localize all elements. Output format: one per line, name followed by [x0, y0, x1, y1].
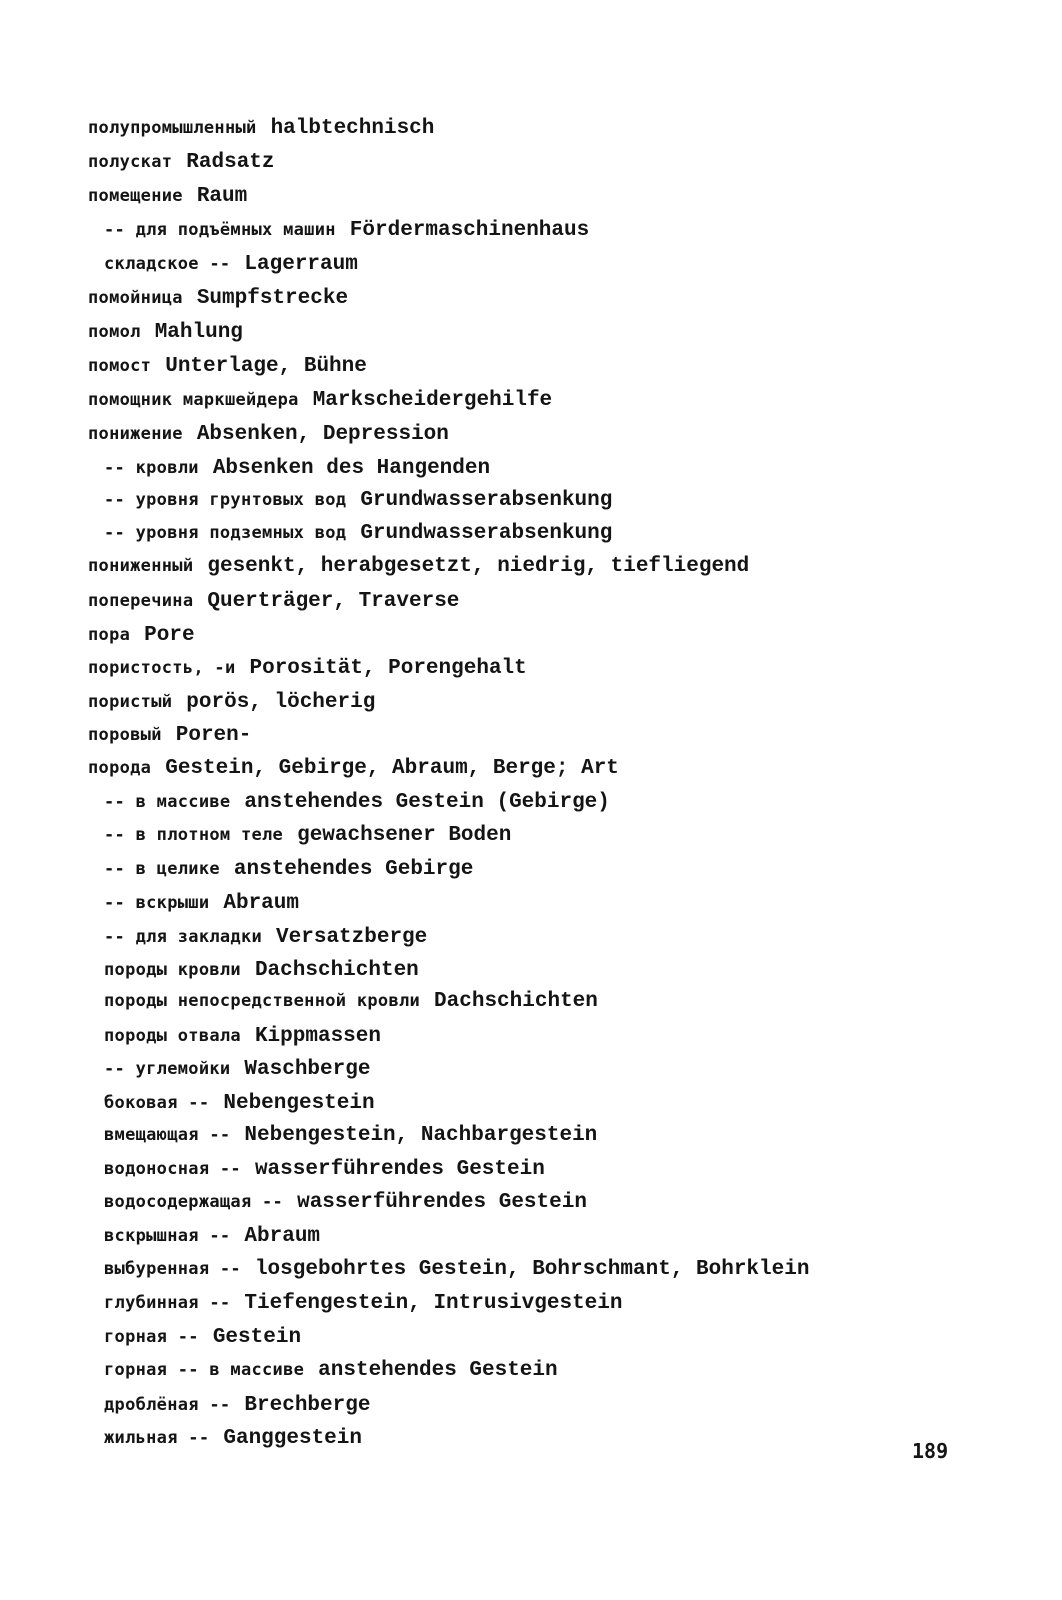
- german-translation: wasserführendes Gestein: [254, 1158, 545, 1181]
- dictionary-entry: [88, 419, 449, 449]
- dictionary-entry: [88, 283, 348, 313]
- german-translation: Waschberge: [244, 1058, 371, 1081]
- german-translation: anstehendes Gestein: [318, 1359, 558, 1382]
- german-translation: Sumpfstrecke: [196, 287, 349, 310]
- german-translation: Markscheidergehilfe: [312, 389, 553, 412]
- dictionary-entry: [88, 147, 275, 177]
- russian-term: боковая --: [104, 1093, 210, 1113]
- german-translation: Raum: [196, 185, 248, 208]
- dictionary-entry: [104, 1254, 809, 1284]
- dictionary-entry: [88, 351, 367, 381]
- dictionary-entry: [104, 518, 612, 548]
- russian-term: помол: [88, 322, 141, 342]
- russian-term: -- уровня грунтовых вод: [104, 490, 347, 510]
- german-translation: Lagerraum: [244, 253, 358, 276]
- dictionary-entry: [104, 1322, 301, 1352]
- dictionary-entry: [104, 1088, 375, 1118]
- russian-term: водоносная --: [104, 1159, 241, 1179]
- russian-term: помойница: [88, 288, 183, 308]
- russian-term: -- в массиве: [104, 792, 231, 812]
- dictionary-entry: [104, 854, 473, 884]
- dictionary-entry: [104, 922, 427, 952]
- dictionary-entry: [88, 653, 527, 683]
- dictionary-entry: [104, 787, 610, 817]
- dictionary-entry: [104, 820, 511, 850]
- german-translation: anstehendes Gebirge: [233, 858, 474, 881]
- german-translation: Tiefengestein, Intrusivgestein: [244, 1292, 623, 1315]
- russian-term: глубинная --: [104, 1293, 231, 1313]
- russian-term: вмещающая --: [104, 1125, 231, 1145]
- dictionary-entry: [104, 955, 419, 985]
- german-translation: Gestein, Gebirge, Abraum, Berge; Art: [165, 757, 619, 780]
- russian-term: водосодержащая --: [104, 1192, 284, 1212]
- russian-term: порода: [88, 758, 152, 778]
- dictionary-entry: [88, 317, 243, 347]
- dictionary-entry: [104, 1154, 545, 1184]
- german-translation: Abraum: [223, 892, 299, 915]
- dictionary-entry: [104, 1021, 381, 1051]
- german-translation: Abraum: [244, 1225, 321, 1248]
- german-translation: Brechberge: [244, 1394, 371, 1417]
- german-translation: Pore: [144, 624, 195, 647]
- dictionary-entry: [88, 385, 552, 415]
- german-translation: Dachschichten: [434, 990, 598, 1013]
- russian-term: -- для подъёмных машин: [104, 220, 336, 240]
- german-translation: Ganggestein: [223, 1427, 362, 1450]
- german-translation: gesenkt, herabgesetzt, niedrig, tiefliegend: [207, 555, 750, 578]
- german-translation: Unterlage, Bühne: [165, 355, 367, 378]
- russian-term: вскрышная --: [104, 1226, 231, 1246]
- russian-term: пористый: [88, 692, 173, 712]
- dictionary-entry: [104, 888, 299, 918]
- dictionary-entry: [88, 113, 434, 143]
- russian-term: пористость, -и: [88, 658, 236, 678]
- russian-term: -- в целике: [104, 859, 220, 879]
- dictionary-entry: [88, 753, 619, 783]
- russian-term: понижение: [88, 424, 183, 444]
- russian-term: помост: [88, 356, 152, 376]
- german-translation: Grundwasserabsenkung: [360, 489, 613, 512]
- russian-term: -- углемойки: [104, 1059, 231, 1079]
- german-translation: Grundwasserabsenkung: [360, 522, 613, 545]
- german-translation: Absenken, Depression: [196, 423, 449, 446]
- dictionary-entry: [104, 249, 358, 279]
- dictionary-entry: [104, 1423, 362, 1453]
- german-translation: Mahlung: [154, 321, 243, 344]
- dictionary-entry: [104, 986, 598, 1016]
- dictionary-entry: [104, 1221, 320, 1251]
- dictionary-entry: [88, 720, 251, 750]
- dictionary-entry: [88, 620, 195, 650]
- russian-term: выбуренная --: [104, 1259, 241, 1279]
- russian-term: пониженный: [88, 556, 194, 576]
- russian-term: породы отвала: [104, 1026, 241, 1046]
- page-number: 189: [912, 1439, 949, 1463]
- russian-term: породы кровли: [104, 960, 241, 980]
- dictionary-entry: [104, 1288, 622, 1318]
- german-translation: Versatzberge: [276, 926, 428, 949]
- german-translation: anstehendes Gestein (Gebirge): [244, 791, 610, 814]
- dictionary-entry: [104, 1120, 597, 1150]
- russian-term: горная --: [104, 1327, 199, 1347]
- dictionary-entry: [104, 453, 490, 483]
- russian-term: помощник маркшейдера: [88, 390, 299, 410]
- russian-term: -- кровли: [104, 458, 199, 478]
- dictionary-entry: [88, 181, 247, 211]
- dictionary-entry: [104, 1054, 370, 1084]
- german-translation: Absenken des Hangenden: [212, 457, 491, 480]
- russian-term: -- для закладки: [104, 927, 263, 947]
- russian-term: поровый: [88, 725, 162, 745]
- german-translation: Kippmassen: [254, 1025, 381, 1048]
- german-translation: losgebohrtes Gestein, Bohrschmant, Bohrklein: [254, 1258, 810, 1281]
- russian-term: дроблёная --: [104, 1395, 231, 1415]
- russian-term: -- в плотном теле: [104, 825, 284, 845]
- german-translation: porös, löcherig: [186, 691, 376, 714]
- german-translation: halbtechnisch: [270, 117, 435, 140]
- dictionary-entry: [104, 1187, 587, 1217]
- german-translation: wasserführendes Gestein: [297, 1191, 587, 1214]
- german-translation: Porosität, Porengehalt: [249, 657, 527, 680]
- dictionary-entry: [104, 215, 589, 245]
- dictionary-entry: [104, 1355, 558, 1385]
- german-translation: Fördermaschinenhaus: [349, 219, 590, 242]
- russian-term: жильная --: [104, 1428, 210, 1448]
- german-translation: Dachschichten: [254, 959, 419, 982]
- german-translation: Nebengestein, Nachbargestein: [244, 1124, 598, 1147]
- russian-term: полускат: [88, 152, 173, 172]
- german-translation: Radsatz: [186, 151, 275, 174]
- russian-term: -- уровня подземных вод: [104, 523, 347, 543]
- german-translation: gewachsener Boden: [297, 824, 512, 847]
- russian-term: породы непосредственной кровли: [104, 991, 421, 1011]
- dictionary-entry: [88, 687, 375, 717]
- russian-term: складское --: [104, 254, 231, 274]
- german-translation: Nebengestein: [223, 1092, 375, 1115]
- russian-term: -- вскрыши: [104, 893, 210, 913]
- russian-term: помещение: [88, 186, 183, 206]
- dictionary-entry: [88, 586, 459, 616]
- dictionary-entry: [104, 1390, 370, 1420]
- german-translation: Querträger, Traverse: [207, 590, 460, 613]
- german-translation: Poren-: [175, 724, 252, 747]
- russian-term: пора: [88, 625, 131, 645]
- russian-term: поперечина: [88, 591, 194, 611]
- german-translation: Gestein: [212, 1326, 302, 1349]
- russian-term: полупромышленный: [88, 118, 257, 138]
- dictionary-entry: [104, 485, 612, 515]
- russian-term: горная -- в массиве: [104, 1360, 305, 1380]
- dictionary-entry: [88, 551, 749, 581]
